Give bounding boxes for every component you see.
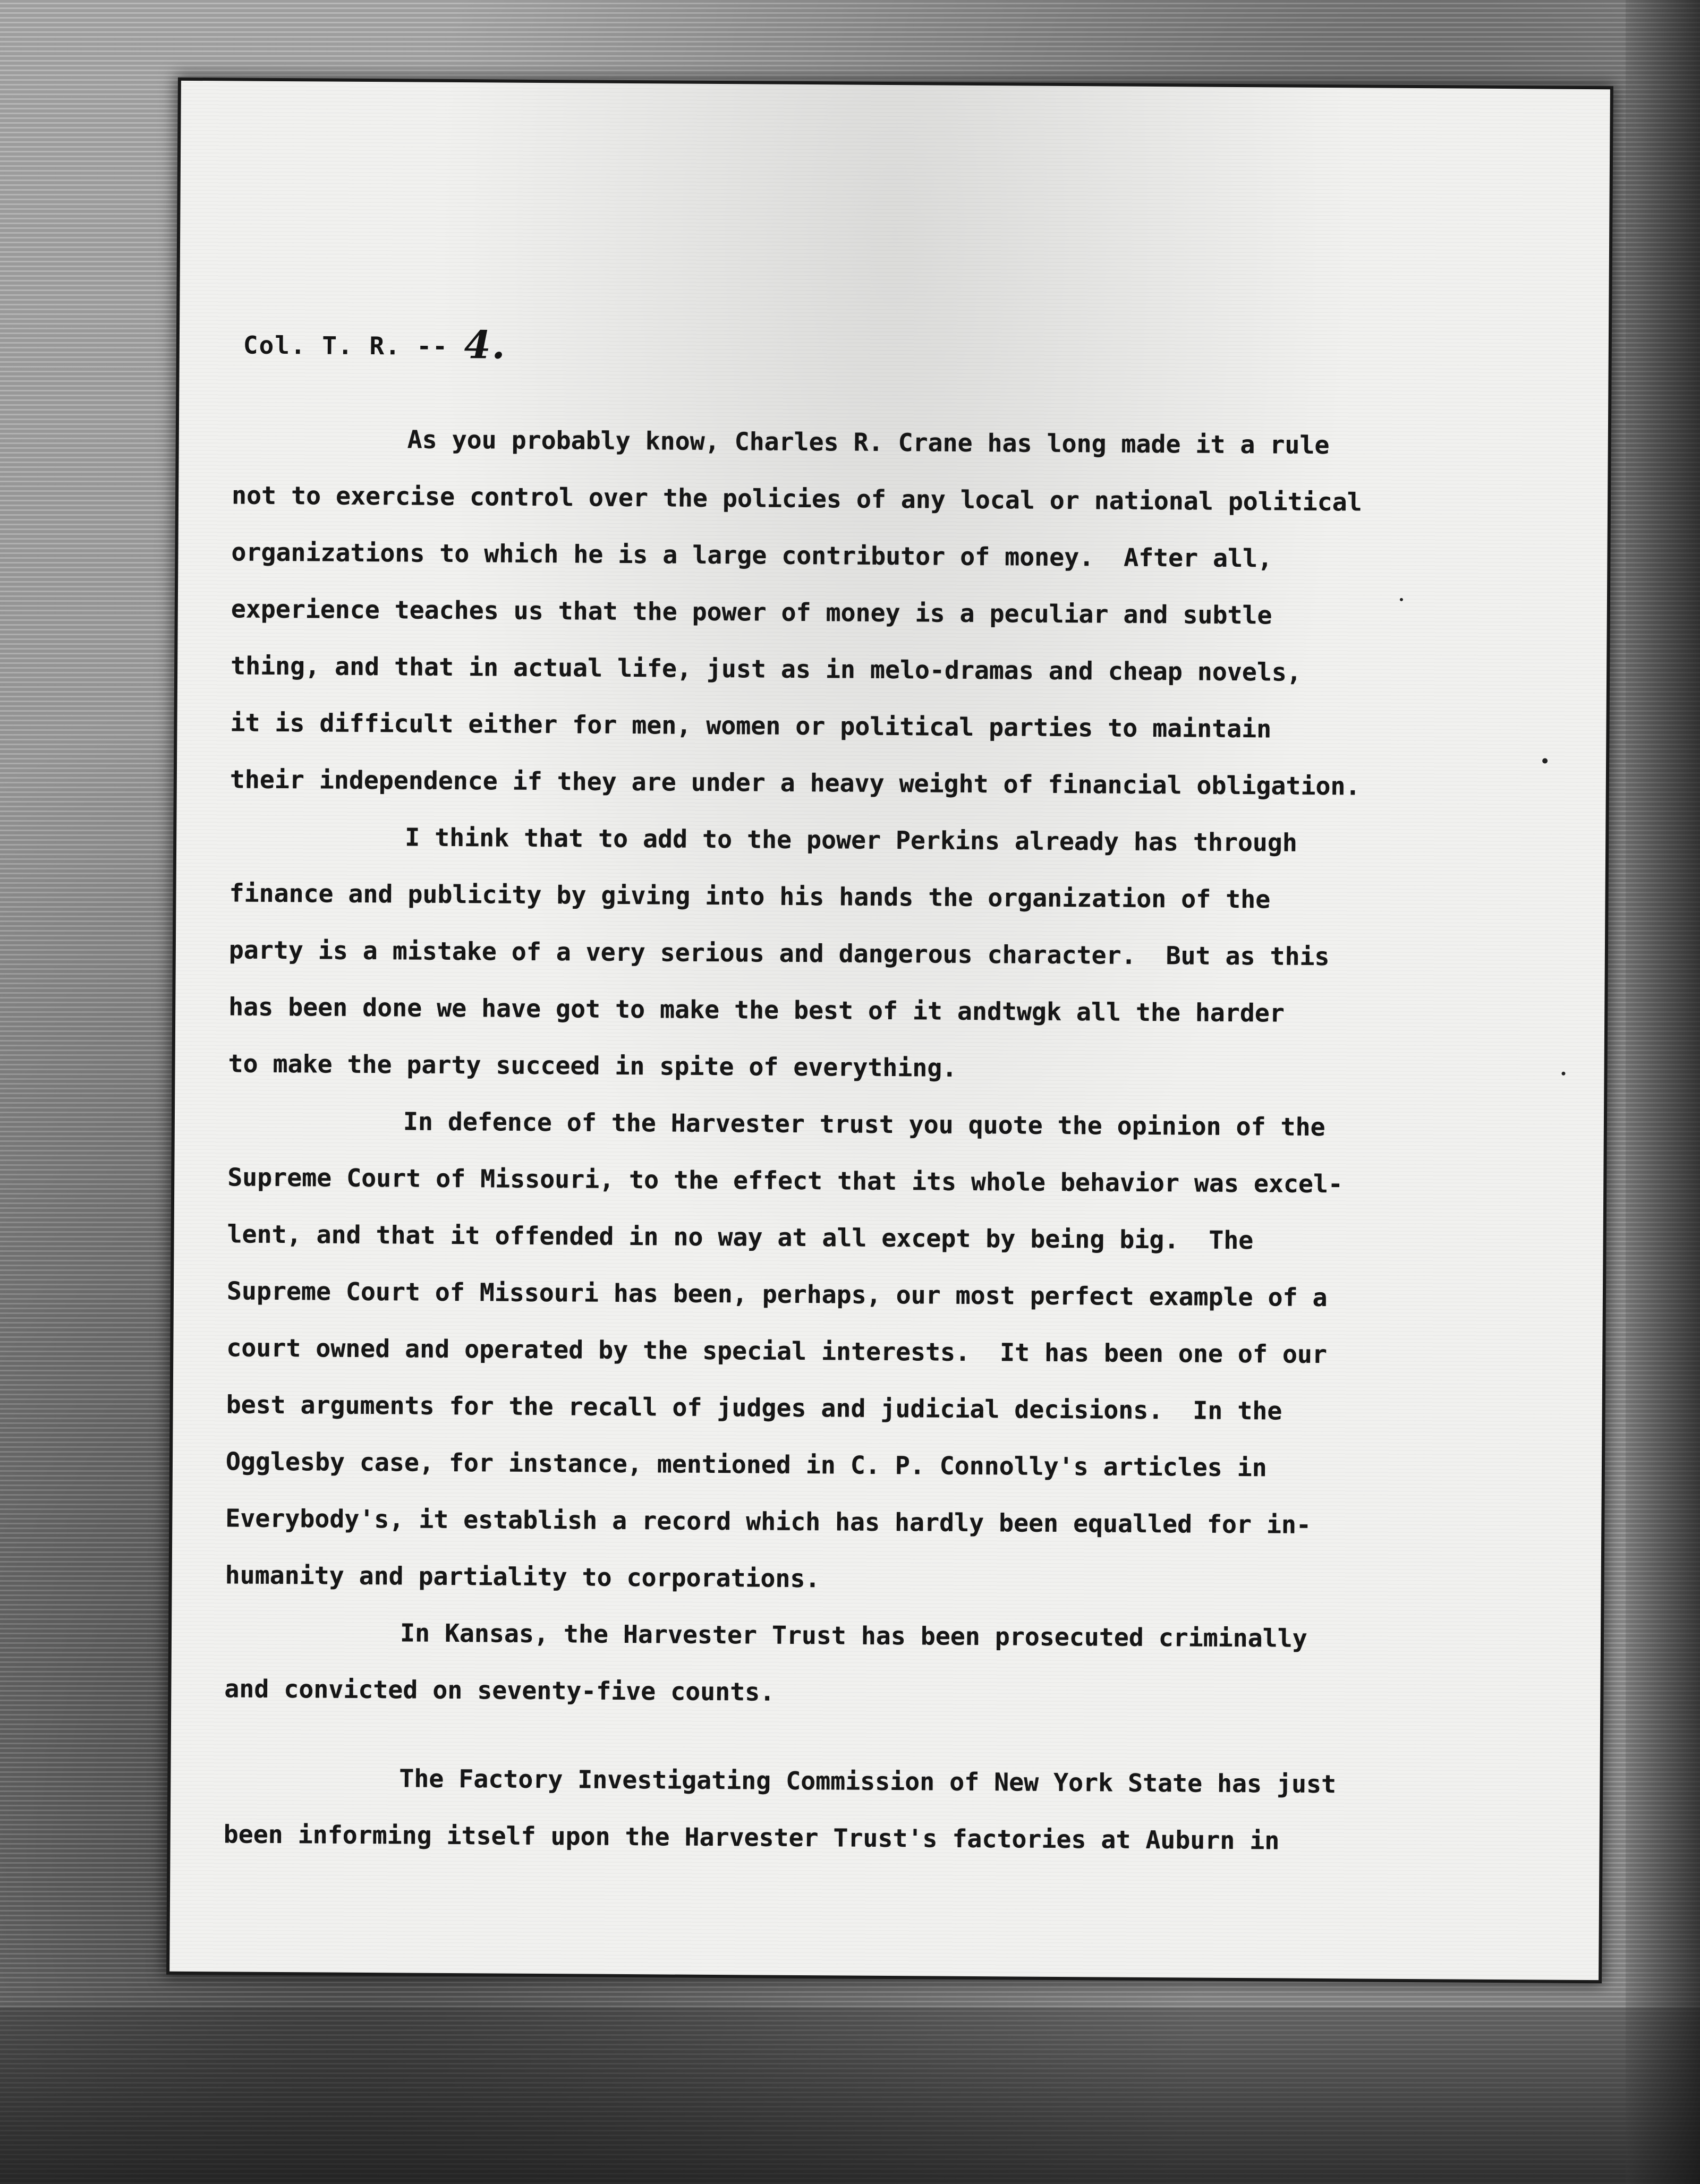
scan-shadow-right [1626, 0, 1700, 2184]
ink-speck [1562, 1072, 1566, 1076]
text-line: party is a mistake of a very serious and dangerous character. But as this [228, 935, 1330, 971]
handwritten-page-number: 4. [464, 322, 507, 368]
text-line: experience teaches us that the power of money is a peculiar and subtle [231, 594, 1272, 630]
text-line: humanity and partiality to corporations. [225, 1560, 820, 1593]
typed-letter-page [169, 81, 1610, 1980]
text-line: to make the party succeed in spite of everything. [228, 1049, 957, 1082]
text-line: court owned and operated by the special interests. It has been one of our [226, 1333, 1328, 1369]
text-line: Everybody's, it establish a record which has hardly been equalled for in- [225, 1504, 1312, 1539]
text-line: been informing itself upon the Harvester Trust's factories at Auburn in [223, 1820, 1280, 1855]
text-line: The Factory Investigating Commission of New York State has just [399, 1764, 1337, 1799]
text-line: has been done we have got to make the best of it andtwgk all the harder [228, 992, 1285, 1028]
text-line: finance and publicity by giving into his hands the organization of the [229, 878, 1271, 914]
text-line: Ogglesby case, for instance, mentioned in C. P. Connolly's articles in [225, 1447, 1267, 1482]
heading-text: Col. T. R. -- [243, 330, 449, 361]
text-line: Supreme Court of Missouri has been, perhaps, our most perfect example of a [226, 1276, 1328, 1312]
text-line: thing, and that in actual life, just as in melo-dramas and cheap novels, [231, 651, 1302, 687]
text-line: it is difficult either for men, women or political parties to maintain [230, 708, 1272, 744]
text-line: In defence of the Harvester trust you quote the opinion of the [403, 1107, 1325, 1142]
page-heading [243, 322, 507, 368]
text-line: organizations to which he is a large contributor of money. After all, [231, 538, 1273, 573]
ink-speck [1542, 758, 1548, 763]
text-line: Supreme Court of Missouri, to the effect that its whole behavior was excel- [227, 1163, 1344, 1199]
text-line: not to exercise control over the policies of any local or national political [231, 481, 1362, 517]
text-line: lent, and that it offended in no way at all except by being big. The [227, 1219, 1254, 1255]
text-line: In Kansas, the Harvester Trust has been prosecuted criminally [400, 1618, 1307, 1653]
text-line: and convicted on seventy-five counts. [224, 1674, 775, 1707]
text-line: I think that to add to the power Perkins already has through [405, 823, 1298, 857]
text-line: As you probably know, Charles R. Crane has long made it a rule [407, 425, 1330, 460]
letter-body [223, 410, 1560, 1871]
scan-shadow-bottom [0, 2008, 1700, 2184]
text-line: best arguments for the recall of judges and judicial decisions. In the [226, 1390, 1282, 1426]
ink-speck [1400, 598, 1403, 601]
text-line: their independence if they are under a heavy weight of financial obligation. [230, 765, 1361, 801]
